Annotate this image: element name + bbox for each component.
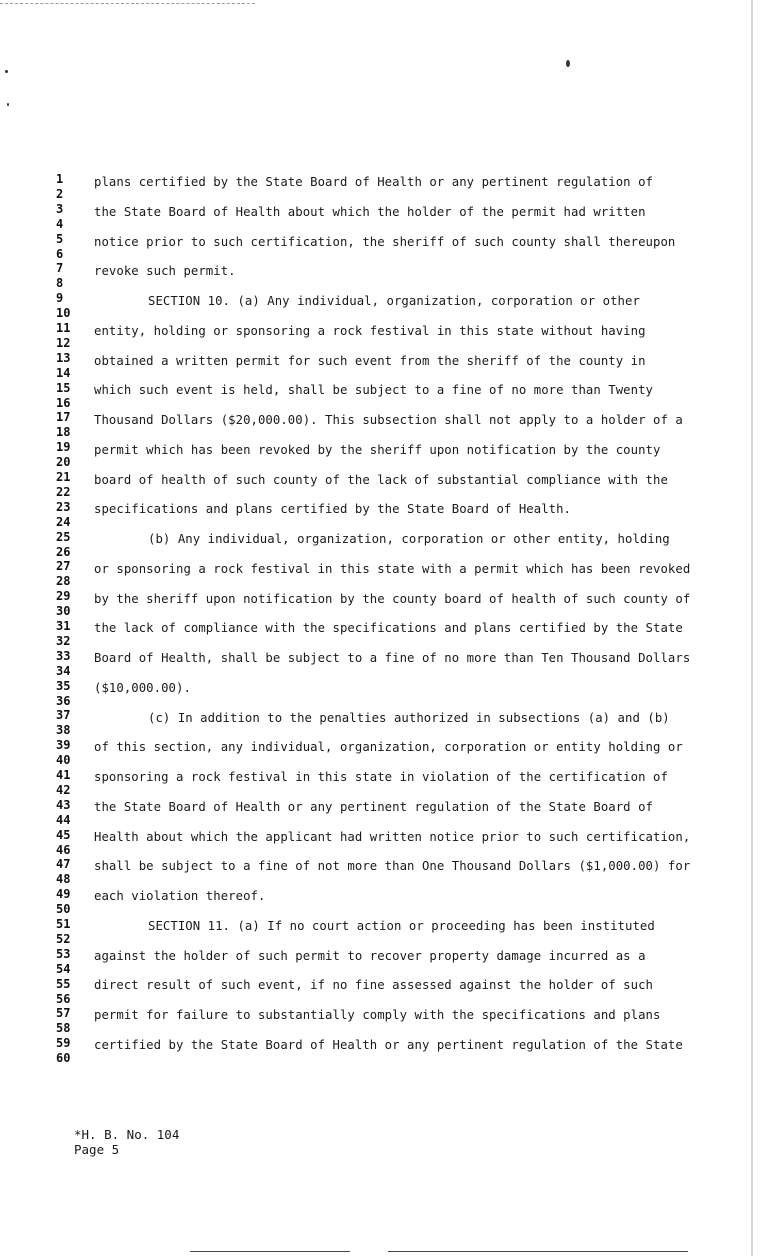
bill-number: *H. B. No. 104 bbox=[74, 1127, 180, 1142]
text-line: (b) Any individual, organization, corporation or other entity, holding bbox=[148, 532, 670, 546]
text-line: the State Board of Health or any pertinent regulation of the State Board of bbox=[94, 799, 654, 814]
text-line: ($10,000.00). bbox=[94, 680, 191, 695]
line-number: 19 bbox=[56, 440, 71, 455]
text-line: sponsoring a rock festival in this state in violation of the certification of bbox=[94, 770, 668, 784]
line-number: 34 bbox=[56, 663, 71, 678]
line-number: 60 bbox=[56, 1051, 71, 1066]
text-line: entity, holding or sponsoring a rock festival in this state without having bbox=[94, 323, 646, 338]
text-line: Thousand Dollars ($20,000.00). This subsection shall not apply to a holder of a bbox=[94, 413, 683, 427]
text-line: permit for failure to substantially comply with the specifications and plans bbox=[94, 1008, 661, 1022]
text-line: Board of Health, shall be subject to a fine of no more than Ten Thousand Dollars bbox=[94, 651, 691, 665]
line-number: 26 bbox=[56, 544, 71, 559]
line-number: 56 bbox=[56, 991, 71, 1006]
text-line: SECTION 11. (a) If no court action or proceeding has been instituted bbox=[148, 918, 655, 933]
bottom-rule bbox=[190, 1251, 350, 1252]
text-line: by the sheriff upon notification by the county board of health of such county of bbox=[94, 591, 691, 606]
line-number: 28 bbox=[56, 574, 71, 589]
text-line: against the holder of such permit to recover property damage incurred as a bbox=[94, 948, 646, 963]
line-number: 1 bbox=[56, 172, 64, 186]
text-line: board of health of such county of the lack of substantial compliance with the bbox=[94, 472, 668, 487]
line-number: 20 bbox=[56, 455, 71, 470]
line-number: 39 bbox=[56, 738, 71, 753]
line-number: 42 bbox=[56, 782, 71, 797]
line-number: 37 bbox=[56, 708, 71, 723]
line-number: 31 bbox=[56, 619, 71, 633]
text-line: (c) In addition to the penalties authorized in subsections (a) and (b) bbox=[148, 710, 670, 725]
line-number: 25 bbox=[56, 529, 71, 544]
line-number: 5 bbox=[56, 231, 64, 246]
text-line: which such event is held, shall be subject to a fine of no more than Twenty bbox=[94, 383, 654, 398]
line-number: 18 bbox=[56, 425, 71, 440]
line-number: 49 bbox=[56, 887, 71, 902]
text-line: of this section, any individual, organization, corporation or entity holding or bbox=[94, 740, 683, 755]
scan-speck bbox=[5, 70, 8, 73]
text-line: notice prior to such certification, the sheriff of such county shall thereupon bbox=[94, 234, 676, 249]
line-number: 53 bbox=[56, 946, 71, 961]
line-number: 52 bbox=[56, 931, 71, 946]
line-number: 3 bbox=[56, 201, 64, 216]
text-line: revoke such permit. bbox=[94, 264, 236, 279]
line-number: 48 bbox=[56, 872, 71, 887]
text-line: or sponsoring a rock festival in this state with a permit which has been revoked bbox=[94, 561, 691, 576]
scan-speck bbox=[7, 103, 9, 106]
scan-speck bbox=[566, 60, 570, 67]
text-line: plans certified by the State Board of Health or any pertinent regulation of bbox=[94, 175, 654, 189]
line-number: 23 bbox=[56, 499, 71, 514]
line-number: 43 bbox=[56, 797, 71, 812]
line-number: 33 bbox=[56, 648, 71, 663]
line-number: 21 bbox=[56, 470, 71, 484]
text-line: direct result of such event, if no fine assessed against the holder of such bbox=[94, 978, 654, 993]
line-number: 6 bbox=[56, 246, 64, 261]
line-number: 29 bbox=[56, 589, 71, 604]
line-number: 40 bbox=[56, 753, 71, 768]
line-number: 13 bbox=[56, 350, 71, 365]
text-line: permit which has been revoked by the sheriff upon notification by the county bbox=[94, 442, 661, 457]
line-number: 12 bbox=[56, 335, 71, 350]
line-number: 15 bbox=[56, 380, 71, 395]
text-line: certified by the State Board of Health or any pertinent regulation of the State bbox=[94, 1037, 683, 1052]
text-line: obtained a written permit for such event from the sheriff of the county in bbox=[94, 353, 646, 368]
text-line: each violation thereof. bbox=[94, 889, 266, 903]
line-number: 58 bbox=[56, 1021, 71, 1036]
line-number: 59 bbox=[56, 1036, 71, 1051]
line-number: 57 bbox=[56, 1006, 71, 1021]
line-number: 24 bbox=[56, 514, 71, 529]
line-number: 7 bbox=[56, 261, 64, 276]
line-number: 8 bbox=[56, 276, 64, 291]
line-number: 38 bbox=[56, 723, 71, 738]
line-number: 22 bbox=[56, 484, 71, 499]
line-number: 17 bbox=[56, 410, 71, 425]
line-number: 16 bbox=[56, 395, 71, 410]
text-line: Health about which the applicant had written notice prior to such certification, bbox=[94, 829, 691, 844]
top-dashed-rule bbox=[0, 3, 255, 4]
line-number: 50 bbox=[56, 902, 71, 917]
text-line: shall be subject to a fine of not more than One Thousand Dollars ($1,000.00) for bbox=[94, 859, 691, 874]
line-number: 55 bbox=[56, 976, 71, 991]
line-number: 9 bbox=[56, 291, 64, 306]
line-number: 47 bbox=[56, 857, 71, 872]
page-number: Page 5 bbox=[74, 1142, 120, 1157]
line-number: 36 bbox=[56, 693, 71, 708]
line-number: 46 bbox=[56, 842, 71, 857]
line-number: 44 bbox=[56, 812, 71, 827]
text-line: the State Board of Health about which the holder of the permit had written bbox=[94, 204, 646, 219]
line-number: 32 bbox=[56, 633, 71, 648]
page-edge-shadow bbox=[751, 0, 753, 1256]
line-number: 27 bbox=[56, 559, 71, 574]
text-line: SECTION 10. (a) Any individual, organization, corporation or other bbox=[148, 294, 640, 308]
line-number: 10 bbox=[56, 306, 71, 321]
line-number: 54 bbox=[56, 961, 71, 976]
line-number: 2 bbox=[56, 186, 64, 201]
bottom-rule bbox=[388, 1251, 688, 1252]
text-line: the lack of compliance with the specifications and plans certified by the State bbox=[94, 621, 683, 636]
line-number: 11 bbox=[56, 321, 71, 335]
line-number: 51 bbox=[56, 917, 71, 931]
line-number: 4 bbox=[56, 216, 64, 231]
line-number: 30 bbox=[56, 604, 71, 619]
text-line: specifications and plans certified by the State Board of Health. bbox=[94, 502, 572, 517]
line-number: 41 bbox=[56, 768, 71, 782]
line-number: 45 bbox=[56, 827, 71, 842]
line-number: 35 bbox=[56, 678, 71, 693]
line-number: 14 bbox=[56, 365, 71, 380]
